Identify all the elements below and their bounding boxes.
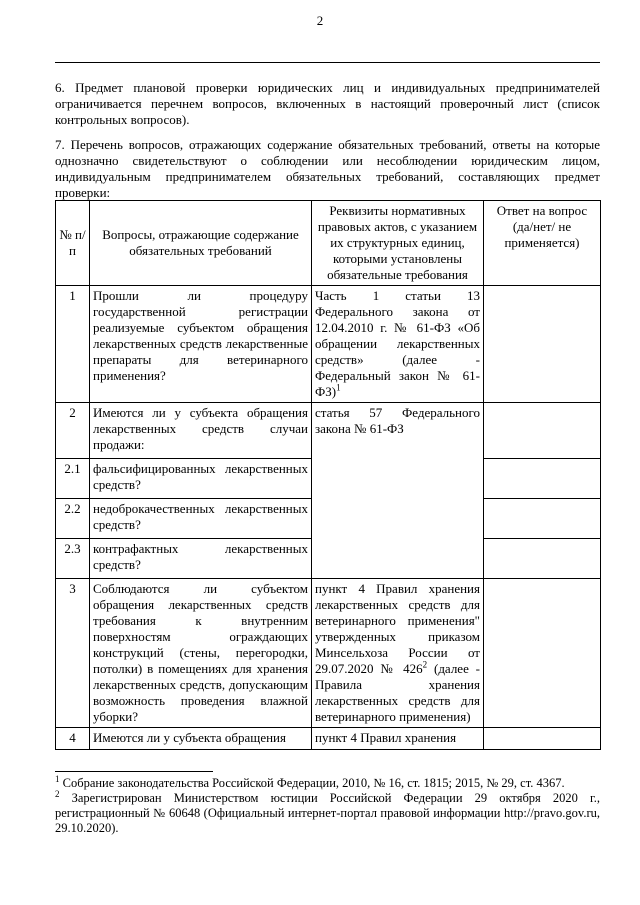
- row-question: фальсифицированных лекарственных средств?: [90, 459, 312, 499]
- footnotes: [55, 773, 600, 836]
- answer-cell[interactable]: [484, 459, 601, 499]
- header-question: Вопросы, отражающие содержание обязательных требований: [90, 201, 312, 286]
- page-number: 2: [316, 13, 324, 28]
- header-requisites: Реквизиты нормативных правовых актов, с указанием их структурных единиц, которыми установлены обязательные требования: [312, 201, 484, 286]
- table-row: [56, 579, 601, 728]
- footnote-mark: 2: [55, 788, 60, 799]
- requisites-text-continued: (далее - Правила хранения лекарственных средств для ветеринарного применения): [315, 661, 481, 724]
- footnote-ref: 1: [336, 382, 341, 393]
- row-question: недоброкачественных лекарственных средств?: [90, 499, 312, 539]
- paragraph-7: 7. Перечень вопросов, отражающих содержание обязательных требований, ответы на которые однозначно свидетельствуют о соблюдении или несоблюдении юридическим лицом, индивидуальным предпринимателем обязательных требований, составляющих предмет проверки:: [55, 137, 600, 200]
- header-divider: [55, 62, 600, 63]
- requisites-text: пункт 4 Правил хранения лекарственных средств для ветеринарного применения" утвержденных приказом Минсельхоза России от 29.07.2020 № 426: [315, 581, 480, 676]
- row-num: 2.3: [56, 539, 90, 579]
- footnote-mark: 1: [55, 773, 60, 784]
- header-num: № п/п: [56, 201, 90, 286]
- answer-cell[interactable]: [484, 403, 601, 459]
- table-row: [56, 286, 601, 403]
- row-question: Имеются ли у субъекта обращения: [90, 728, 312, 750]
- footnote-ref: 2: [422, 659, 428, 670]
- row-num: 3: [56, 579, 90, 728]
- row-requisites: [312, 286, 484, 403]
- footnote-text: Собрание законодательства Российской Федерации, 2010, № 16, ст. 1815; 2015, № 29, ст. 4367.: [59, 776, 565, 790]
- row-requisites: статья 57 Федерального закона № 61-ФЗ: [312, 403, 484, 579]
- requisites-text: Часть 1 статьи 13 Федерального закона от 12.04.2010 г. № 61-ФЗ «Об обращении лекарственных средств» (далее - Федеральный закон № 61-ФЗ): [315, 288, 480, 399]
- checklist-table: [55, 200, 601, 750]
- answer-cell[interactable]: [484, 539, 601, 579]
- answer-cell[interactable]: [484, 286, 601, 403]
- row-num: 1: [56, 286, 90, 403]
- row-num: 2.1: [56, 459, 90, 499]
- row-requisites: пункт 4 Правил хранения: [312, 728, 484, 750]
- table-row: [56, 403, 601, 459]
- table-row: [56, 728, 601, 750]
- answer-cell[interactable]: [484, 579, 601, 728]
- footnote-1: [55, 773, 600, 791]
- row-num: 2: [56, 403, 90, 459]
- row-question: Соблюдаются ли субъектом обращения лекарственных средств требования к внутренним поверхностям ограждающих конструкций (стены, перегородки, потолки) в помещениях для хранения лекарственных средств, допускающим возможность проведения влажной уборки?: [90, 579, 312, 728]
- row-requisites: [312, 579, 484, 728]
- footnote-2: [55, 788, 600, 836]
- header-answer: Ответ на вопрос (да/нет/ не применяется): [484, 201, 601, 286]
- answer-cell[interactable]: [484, 728, 601, 750]
- row-question: Прошли ли процедуру государственной регистрации реализуемые субъектом обращения лекарственных средств лекарственные препараты для ветеринарного применения?: [90, 286, 312, 403]
- row-num: 4: [56, 728, 90, 750]
- row-question: Имеются ли у субъекта обращения лекарственных средств случаи продажи:: [90, 403, 312, 459]
- row-num: 2.2: [56, 499, 90, 539]
- answer-cell[interactable]: [484, 499, 601, 539]
- footnote-divider: [55, 771, 213, 772]
- footnote-text: Зарегистрирован Министерством юстиции Российской Федерации 29 октября 2020 г., регистрационный № 60648 (Официальный интернет-портал правовой информации http://pravo.gov.ru, 29.10.2020).: [55, 791, 600, 835]
- paragraph-6: 6. Предмет плановой проверки юридических лиц и индивидуальных предпринимателей ограничивается перечнем вопросов, включенных в настоящий проверочный лист (список контрольных вопросов).: [55, 80, 600, 127]
- table-header-row: [56, 201, 601, 286]
- row-question: контрафактных лекарственных средств?: [90, 539, 312, 579]
